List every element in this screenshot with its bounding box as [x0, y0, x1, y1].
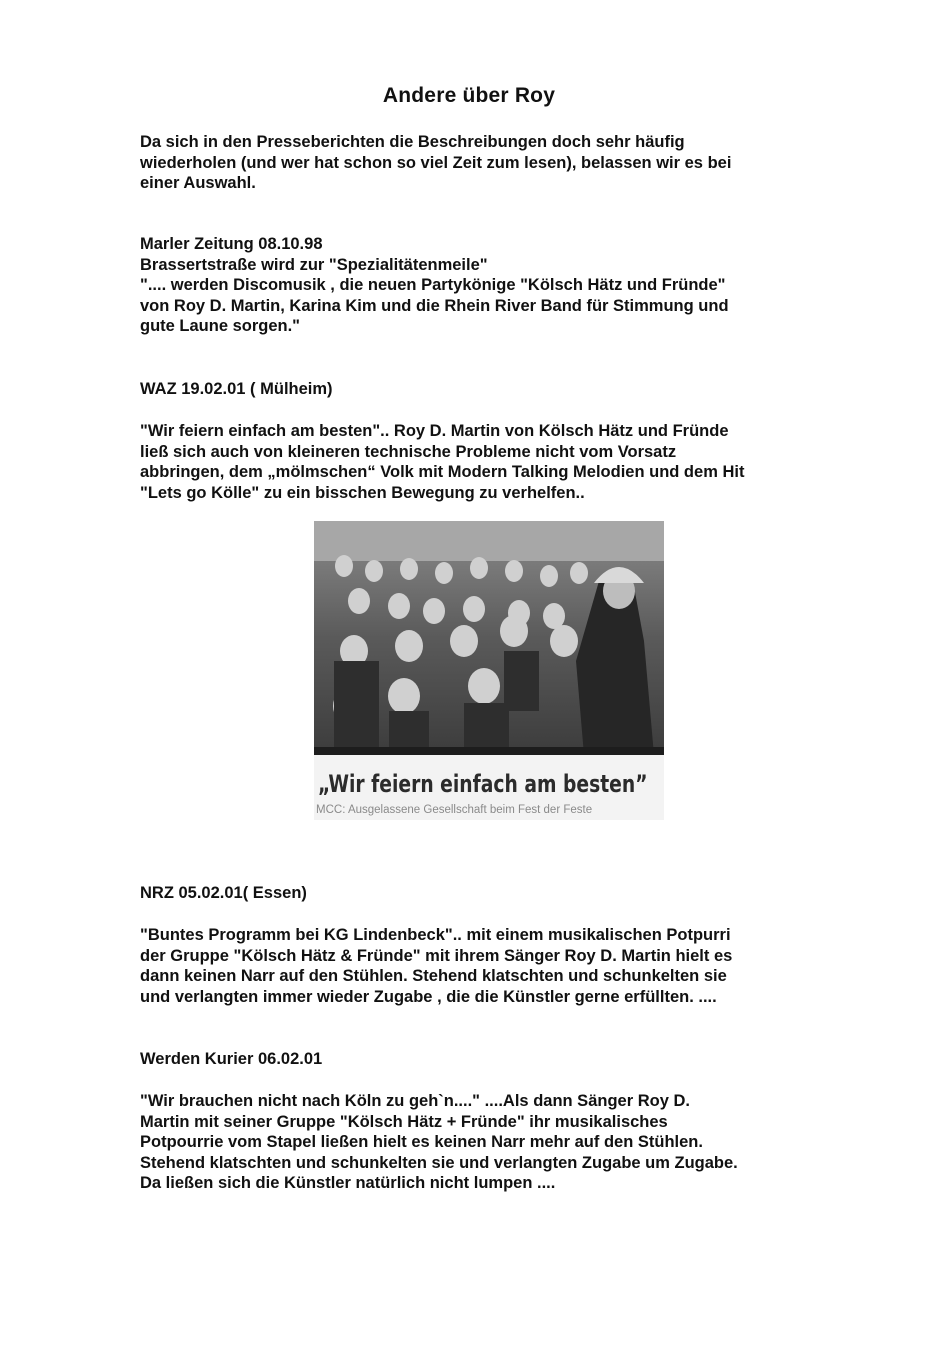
werden-line: "Wir brauchen nicht nach Köln zu geh`n...." ....Als dann Sänger Roy D.	[140, 1092, 690, 1110]
nrz-quote	[140, 925, 820, 1007]
intro-paragraph	[140, 132, 820, 194]
waz-line: abbringen, dem „mölmschen“ Volk mit Modern Talking Melodien und dem Hit	[140, 463, 745, 481]
intro-line: Da sich in den Presseberichten die Beschreibungen doch sehr häufig	[140, 133, 685, 151]
nrz-line: und verlangten immer wieder Zugabe , die die Künstler gerne erfüllten. ....	[140, 987, 717, 1006]
nrz-source: NRZ 05.02.01( Essen)	[140, 884, 307, 902]
intro-line: wiederholen (und wer hat schon so viel Zeit zum lesen), belassen wir es bei	[140, 153, 732, 172]
clipping-subline: MCC: Ausgelassene Gesellschaft beim Fest der Feste	[316, 804, 593, 816]
nrz-line: der Gruppe "Kölsch Hätz & Fründe" mit ihrem Sänger Roy D. Martin hielt es	[140, 946, 733, 965]
waz-line: "Lets go Kölle" zu ein bisschen Bewegung zu verhelfen..	[140, 483, 585, 502]
werden-line: Potpourrie vom Stapel ließen hielt es keinen Narr mehr auf den Stühlen.	[140, 1133, 703, 1151]
werden-line: Da ließen sich die Künstler natürlich nicht lumpen ....	[140, 1174, 556, 1192]
marler-line: ".... werden Discomusik , die neuen Partykönige "Kölsch Hätz und Fründe"	[140, 276, 726, 294]
werden-line: Stehend klatschten und schunkelten sie und verlangten Zugabe um Zugabe.	[140, 1153, 738, 1172]
marler-article	[140, 234, 820, 337]
page-title: Andere über Roy	[382, 84, 556, 107]
nrz-line: dann keinen Narr auf den Stühlen. Stehend klatschten und schunkelten sie	[140, 967, 727, 985]
marler-line: gute Laune sorgen."	[140, 317, 301, 335]
waz-line: "Wir feiern einfach am besten".. Roy D. Martin von Kölsch Hätz und Fründe	[140, 422, 729, 440]
clipping-photo	[314, 521, 664, 755]
marler-line: von Roy D. Martin, Karina Kim und die Rhein River Band für Stimmung und	[140, 296, 729, 315]
werden-line: Martin mit seiner Gruppe "Kölsch Hätz + Fründe" ihr musikalisches	[140, 1112, 668, 1131]
crowd-photo-illustration	[314, 521, 664, 755]
nrz-line: "Buntes Programm bei KG Lindenbeck".. mit einem musikalischen Potpurri	[140, 926, 731, 944]
marler-source: Marler Zeitung 08.10.98	[140, 235, 323, 253]
newspaper-clipping	[314, 521, 664, 820]
waz-source: WAZ 19.02.01 ( Mülheim)	[140, 380, 333, 398]
intro-line: einer Auswahl.	[140, 174, 256, 192]
clipping-caption-strip	[316, 757, 662, 769]
werden-source: Werden Kurier 06.02.01	[140, 1050, 323, 1068]
marler-line: Brassertstraße wird zur "Spezialitätenmeile"	[140, 255, 488, 274]
werden-quote	[140, 1091, 820, 1194]
waz-quote	[140, 421, 820, 503]
waz-line: ließ sich auch von kleineren technische Probleme nicht vom Vorsatz	[140, 442, 677, 461]
clipping-headline: „Wir feiern einfach am besten”	[318, 770, 648, 798]
